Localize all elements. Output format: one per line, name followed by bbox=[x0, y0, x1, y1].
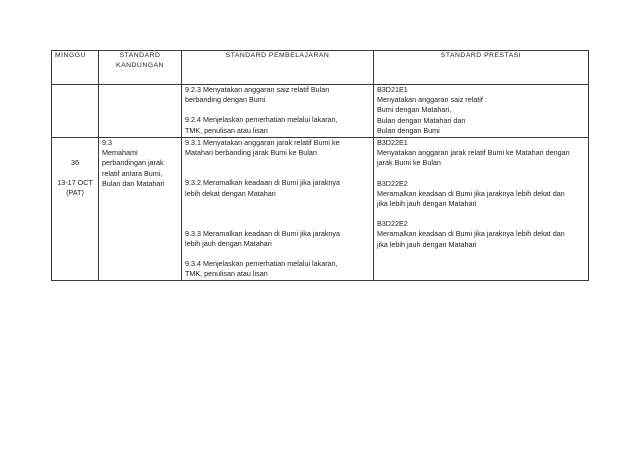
row1-minggu-cell bbox=[52, 85, 99, 138]
header-standard-kandungan-line2: KANDUNGAN bbox=[116, 62, 164, 69]
week-note: (PAT) bbox=[66, 188, 84, 198]
prestasi-text-line: Meramalkan keadaan di Bumi jika jaraknya lebih dekat dan bbox=[377, 229, 565, 239]
prestasi-code: B3D22E1 bbox=[377, 138, 408, 147]
pembelajaran-item-9-2-3-line1: 9.2.3 Menyatakan anggaran saiz relatif Bulan bbox=[185, 85, 330, 94]
prestasi-text-line: Bulan dengan Matahari dan bbox=[377, 115, 466, 125]
prestasi-code: B3D21E1 bbox=[377, 85, 408, 94]
kandungan-text-line: Memahami bbox=[102, 148, 138, 158]
pembelajaran-item-9-2-4-line2: TMK, penulisan atau lisan bbox=[185, 125, 268, 135]
kandungan-text-line: relatif antara Bumi, bbox=[102, 168, 163, 178]
row1-kandungan-cell bbox=[99, 85, 182, 138]
lesson-plan-table bbox=[51, 50, 589, 281]
prestasi-text-line: Menyatakan anggaran jarak relatif Bumi ke Matahari dengan bbox=[377, 148, 570, 158]
kandungan-text-line: perbandingan jarak bbox=[102, 158, 164, 168]
prestasi-text-line: Bulan dengan Bumi bbox=[377, 125, 440, 135]
pembelajaran-item-9-3-2-line2: lebih dekat dengan Matahari bbox=[185, 188, 276, 198]
row2-minggu-cell bbox=[52, 138, 99, 281]
row1-prestasi-cell bbox=[374, 85, 589, 138]
pembelajaran-item-9-3-1-line2: Matahari berbanding jarak Bumi ke Bulan bbox=[185, 148, 317, 158]
pembelajaran-item-9-2-4-line1: 9.2.4 Menjelaskan pemerhatian melalui lakaran, bbox=[185, 115, 338, 125]
week-number: 36 bbox=[71, 158, 79, 167]
row1-pembelajaran-cell bbox=[182, 85, 374, 138]
pembelajaran-item-9-3-2-line1: 9.3.2 Meramalkan keadaan di Bumi jika jaraknya bbox=[185, 178, 341, 188]
row2-kandungan-cell bbox=[99, 138, 182, 281]
table-row bbox=[52, 138, 589, 281]
header-minggu: MINGGU bbox=[52, 51, 99, 85]
header-standard-kandungan-line1: STANDARD bbox=[119, 52, 161, 59]
pembelajaran-item-9-2-3-line2: berbanding dengan Bumi bbox=[185, 95, 266, 105]
header-standard-pembelajaran: STANDARD PEMBELAJARAN bbox=[182, 51, 374, 85]
table-header-row bbox=[52, 51, 589, 85]
prestasi-text-line: Bumi dengan Matahari, bbox=[377, 105, 452, 115]
header-standard-kandungan bbox=[99, 51, 182, 85]
prestasi-code: B3D22E2 bbox=[377, 178, 408, 188]
pembelajaran-item-9-3-3-line2: lebih jauh dengan Matahari bbox=[185, 239, 272, 249]
prestasi-text-line: Meramalkan keadaan di Bumi jika jaraknya lebih dekat dan bbox=[377, 188, 565, 198]
header-standard-prestasi: STANDARD PRESTASI bbox=[374, 51, 589, 85]
prestasi-text-line: Menyatakan anggaran saiz relatif : bbox=[377, 95, 487, 105]
pembelajaran-item-9-3-1-line1: 9.3.1 Menyatakan anggaran jarak relatif Bumi ke bbox=[185, 138, 340, 147]
pembelajaran-item-9-3-3-line1: 9.3.3 Meramalkan keadaan di Bumi jika jaraknya bbox=[185, 228, 341, 238]
prestasi-code: B3D22E2 bbox=[377, 219, 408, 229]
week-dates: 13-17 OCT bbox=[57, 178, 93, 188]
prestasi-text-line: jika lebih jauh dengan Matahari bbox=[377, 239, 477, 249]
kandungan-code: 9.3 bbox=[102, 138, 112, 147]
pembelajaran-item-9-3-4-line1: 9.3.4 Menjelaskan pemerhatian melalui lakaran, bbox=[185, 259, 338, 269]
row2-prestasi-cell bbox=[374, 138, 589, 281]
table-row bbox=[52, 85, 589, 138]
prestasi-text-line: jarak Bumi ke Bulan bbox=[377, 158, 441, 168]
row2-pembelajaran-cell bbox=[182, 138, 374, 281]
prestasi-text-line: jika lebih jauh dengan Matahari bbox=[377, 199, 477, 209]
pembelajaran-item-9-3-4-line2: TMK, penulisan atau lisan bbox=[185, 269, 268, 279]
kandungan-text-line: Bulan dan Matahari bbox=[102, 178, 165, 188]
